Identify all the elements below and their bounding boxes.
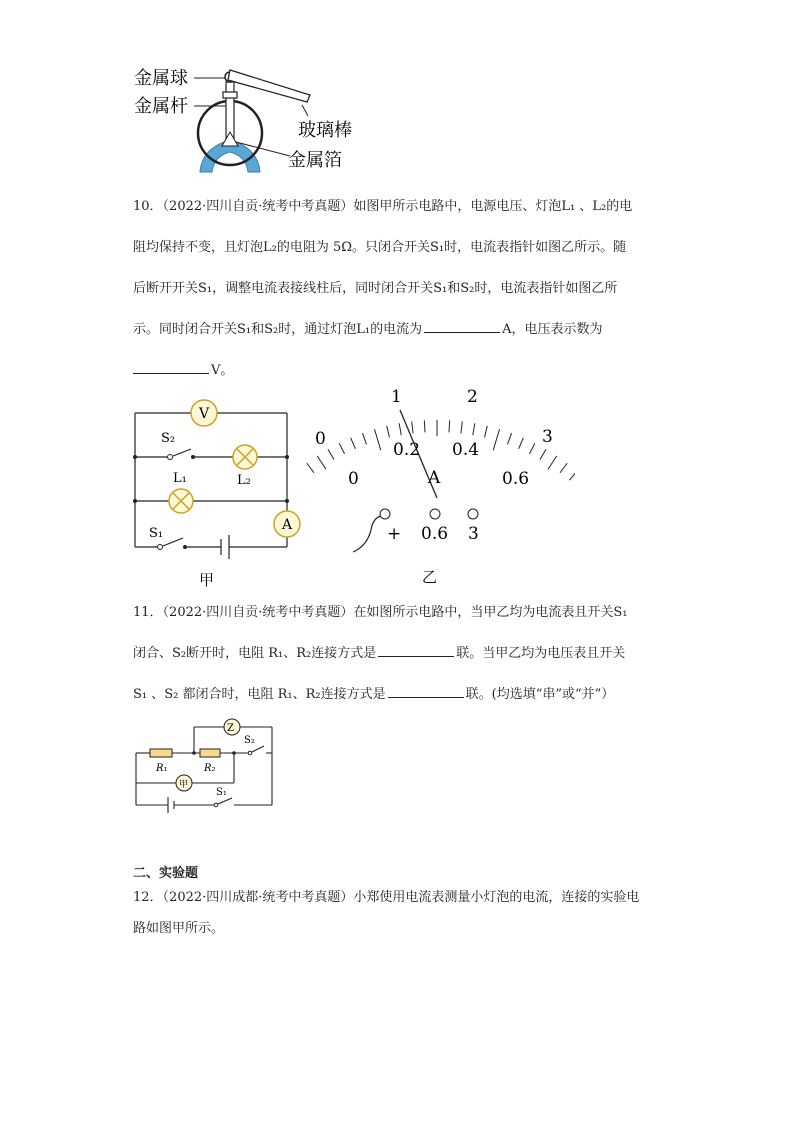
caption-jia: 甲 [199, 571, 215, 589]
scale-top-1: 1 [391, 387, 402, 407]
lamp-l2-label: L₂ [237, 473, 251, 488]
q11-line-1: 11．（2022·四川自贡·统考中考真题）在如图所示电路中，当甲乙均为电流表且开关S₁ [133, 605, 628, 620]
electroscope-figure [130, 60, 370, 180]
label-metal-ball: 金属球 [134, 68, 188, 89]
answer-blank-current[interactable] [424, 318, 500, 333]
lamp-l1-label: L₁ [173, 471, 187, 486]
answer-blank-voltage[interactable] [133, 359, 209, 374]
scale-tick [399, 423, 401, 435]
resistor-r2-label: R₂ [204, 763, 216, 774]
question-12 [133, 877, 663, 949]
scale-top-2: 2 [467, 387, 478, 407]
scale-tick [507, 433, 511, 444]
scale-tick [317, 456, 326, 469]
resistor-r1 [150, 749, 172, 757]
ammeter-symbol: A [282, 517, 293, 533]
q11-line-3: S₁ 、S₂ 都闭合时，电阻 R₁、R₂连接方式是 联。(均选填“串”或“并”） [133, 674, 663, 715]
section-title: 二、实验题 [133, 866, 199, 881]
ammeter-dial-yi [305, 380, 575, 590]
meter-jia-symbol: 甲 [179, 780, 189, 790]
scale-top-0: 0 [315, 429, 326, 449]
scale-tick [339, 443, 344, 454]
caption-yi: 乙 [422, 568, 438, 586]
scale-tick [412, 421, 413, 433]
voltmeter-symbol: V [199, 406, 210, 422]
scale-tick [540, 449, 546, 459]
question-11 [133, 592, 663, 715]
answer-blank-connection-1[interactable] [378, 642, 454, 657]
answer-blank-connection-2[interactable] [388, 683, 464, 698]
q10-line-3: 后断开开关S₁，调整电流表接线柱后，同时闭合开关S₁和S₂时，电流表指针如图乙所 [133, 281, 618, 296]
scale-tick [560, 463, 567, 473]
q11-line-2: 闭合、S₂断开时，电阻 R₁、R₂连接方式是 联。当甲乙均为电压表且开关 [133, 633, 663, 674]
scale-tick [362, 433, 366, 444]
scale-tick [485, 426, 488, 438]
scale-bottom-0: 0 [348, 469, 359, 489]
resistor-r2 [200, 749, 220, 757]
q10-line-4: 示。同时闭合开关S₁和S₂时，通过灯泡L₁的电流为 A，电压表示数为 [133, 309, 663, 350]
scale-tick [569, 471, 575, 480]
switch-s2-label: S₂ [161, 431, 176, 446]
scale-tick [374, 429, 380, 450]
scale-tick [461, 421, 462, 433]
terminal-3: 3 [468, 524, 479, 544]
scale-tick [529, 443, 534, 454]
scale-tick [548, 456, 557, 469]
q12-line-2: 路如图甲所示。 [133, 921, 225, 936]
scale-bottom-0.4: 0.4 [452, 440, 480, 460]
q10-line-5: V。 [133, 350, 663, 391]
terminal-plus: + [387, 524, 402, 544]
label-metal-rod: 金属杆 [134, 96, 188, 117]
scale-bottom-0.2: 0.2 [393, 440, 421, 460]
question-10 [133, 186, 663, 391]
scale-top-3: 3 [542, 427, 553, 447]
scale-tick [351, 438, 356, 449]
label-glass-rod: 玻璃棒 [298, 120, 352, 141]
scale-tick [387, 426, 390, 438]
scale-tick [473, 423, 475, 435]
resistor-r1-label: R₁ [156, 763, 168, 774]
scale-tick [424, 420, 425, 432]
label-metal-foil: 金属箔 [288, 150, 342, 171]
switch-s2-label-q11: S₂ [244, 735, 255, 746]
scale-tick [328, 449, 334, 459]
terminal-0.6: 0.6 [421, 524, 449, 544]
scale-bottom-0.6: 0.6 [502, 469, 530, 489]
circuit-diagram-q11 [130, 715, 280, 820]
scale-tick [449, 420, 450, 432]
q12-line-1: 12．（2022·四川成都·统考中考真题）小郑使用电流表测量小灯泡的电流，连接的实验电 [133, 890, 640, 905]
switch-s1-label-q11: S₁ [216, 787, 227, 798]
switch-s1-label: S₁ [149, 526, 164, 541]
scale-tick [519, 438, 524, 449]
circuit-diagram-jia [125, 395, 305, 595]
unit-label: A [428, 468, 441, 488]
scale-tick [307, 463, 314, 473]
meter-yi-symbol: Z [227, 723, 234, 734]
q10-line-2: 阻均保持不变，且灯泡L₂的电阻为 5Ω。只闭合开关S₁时，电流表指针如图乙所示。随 [133, 240, 627, 255]
scale-tick [493, 429, 499, 450]
q10-line-1: 10．（2022·四川自贡·统考中考真题）如图甲所示电路中，电源电压、灯泡L₁ 、L₂的电 [133, 199, 633, 214]
